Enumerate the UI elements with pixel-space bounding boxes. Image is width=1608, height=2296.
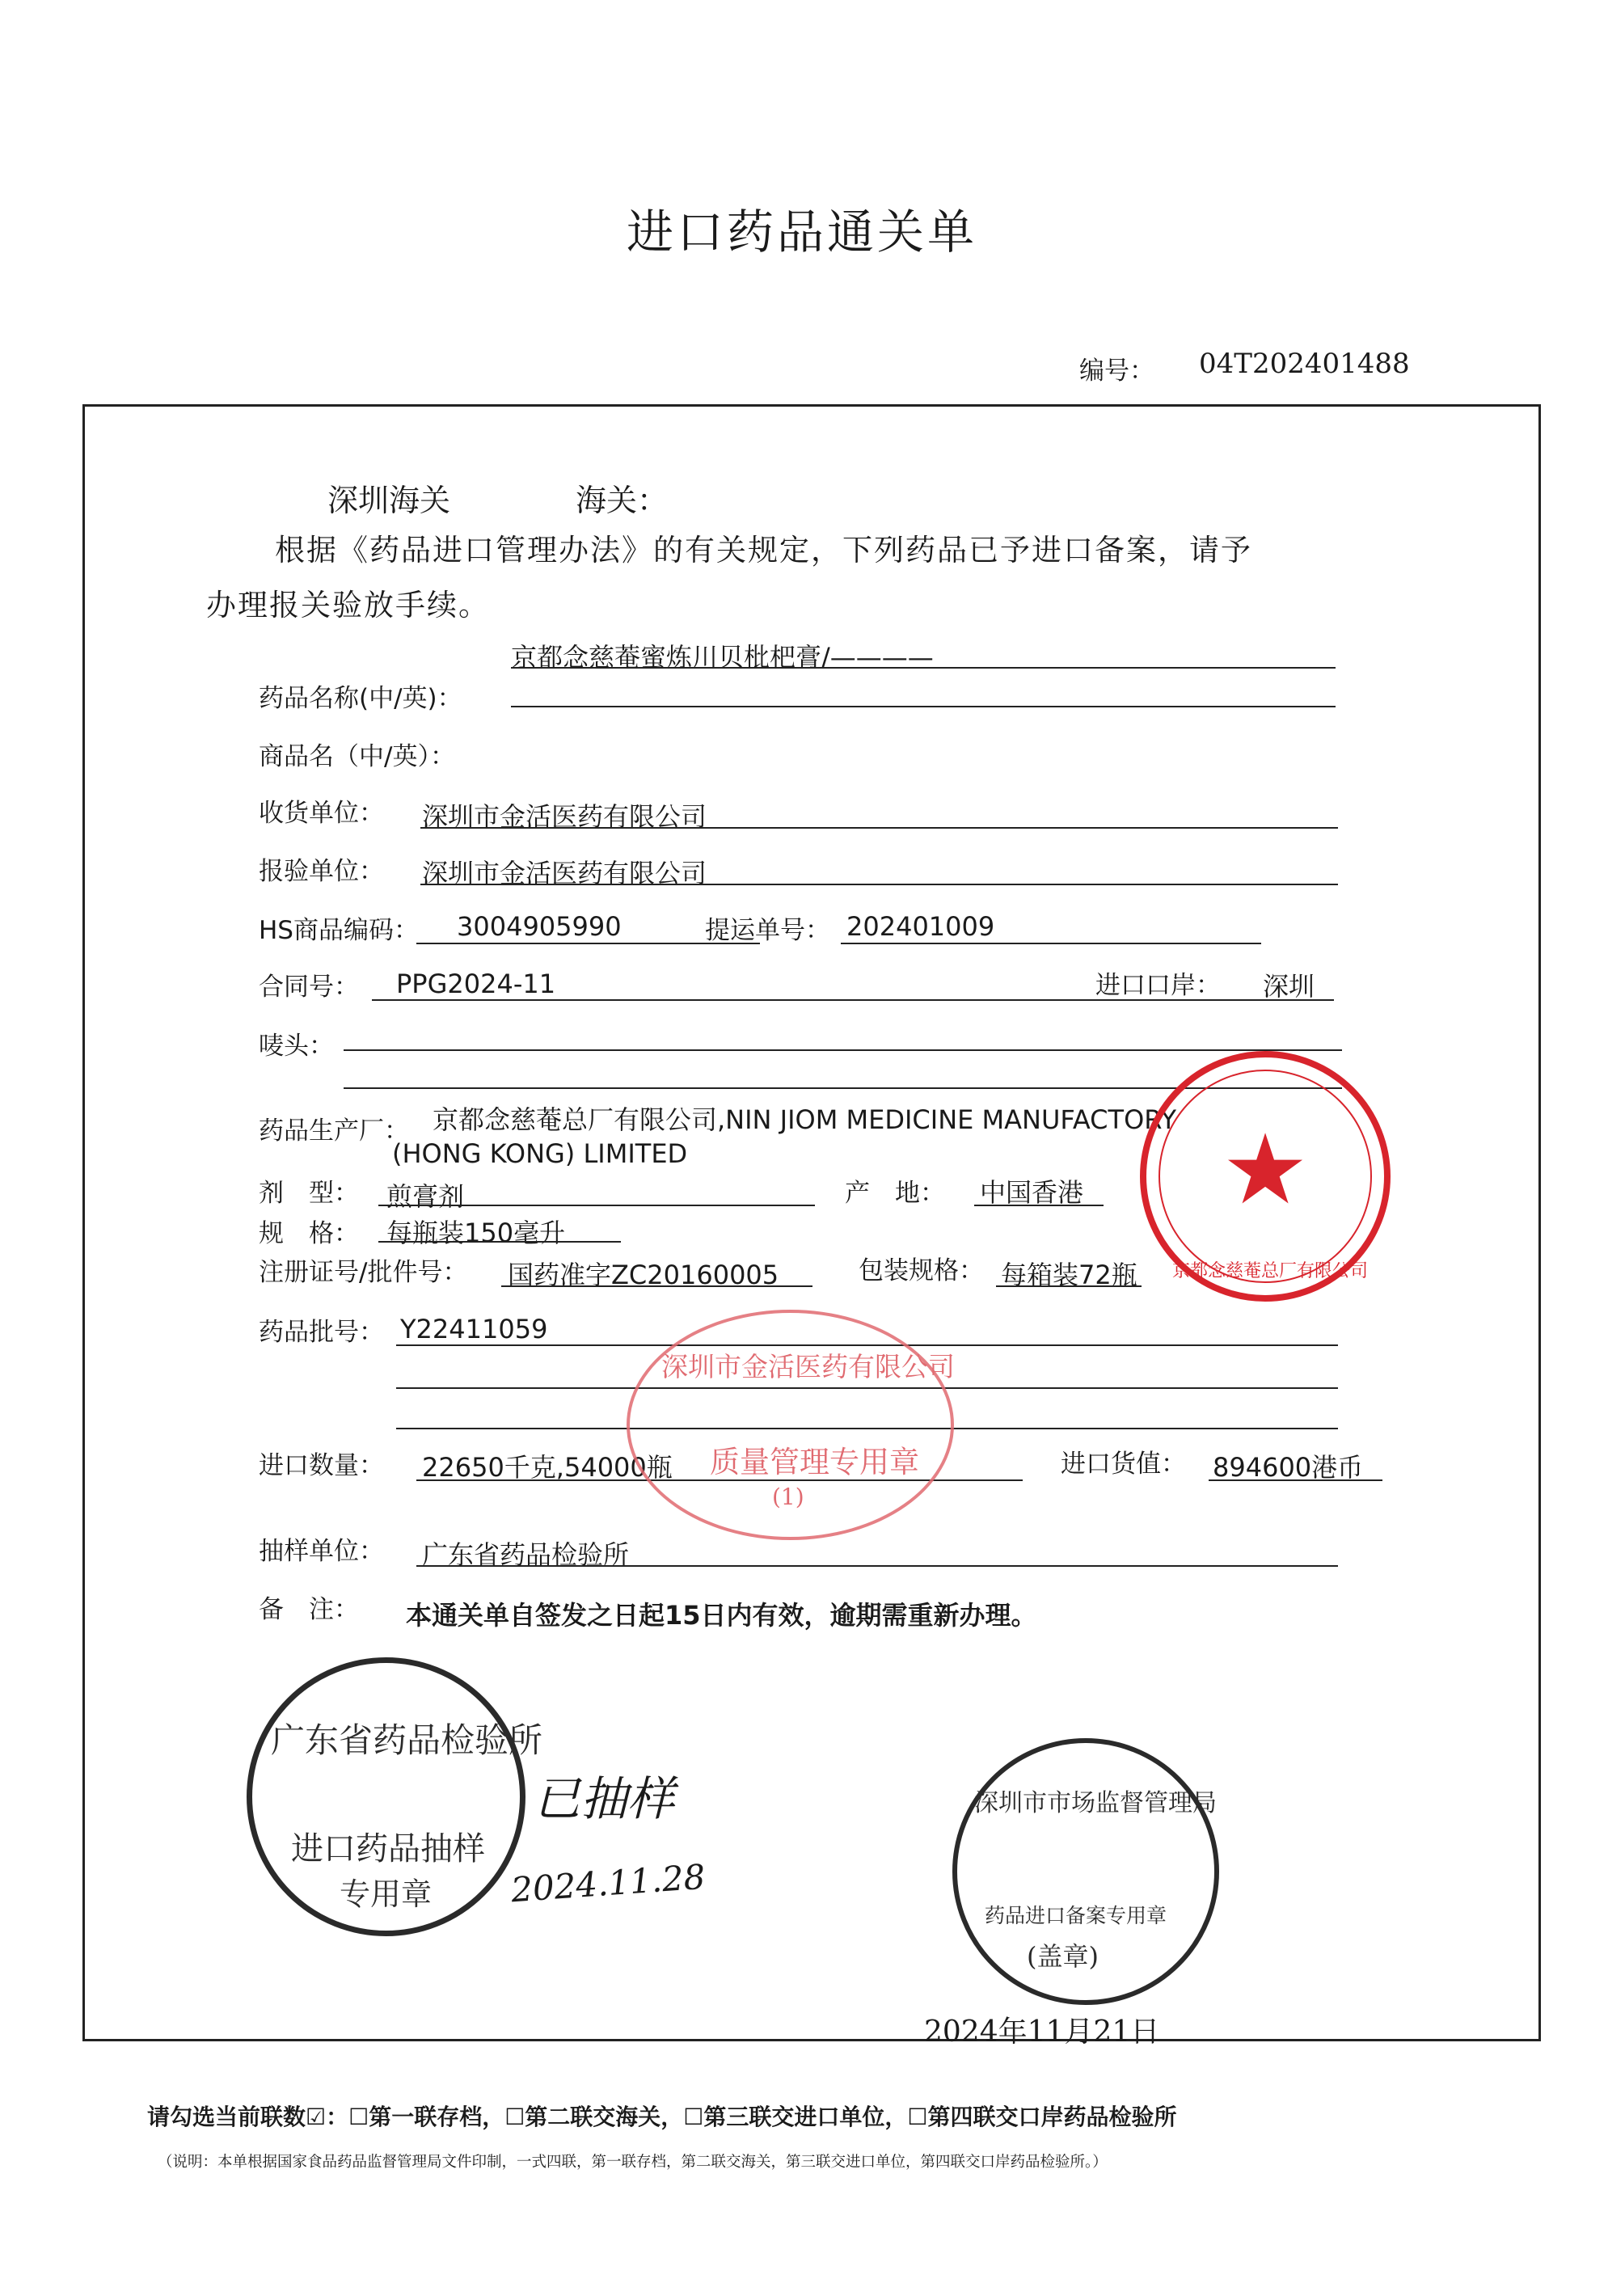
qty-label: 进口数量：	[259, 1451, 384, 1480]
spec-value: 每瓶装150毫升	[386, 1218, 566, 1248]
sampling-value: 广东省药品检验所	[422, 1539, 630, 1570]
reg-value: 国药准字ZC20160005	[508, 1260, 779, 1290]
goods-value-underline	[1209, 1479, 1382, 1481]
bill-label: 提运单号：	[705, 916, 830, 945]
bill-value: 202401009	[846, 911, 995, 942]
manufacturer-value-1: 京都念慈菴总厂有限公司,NIN JIOM MEDICINE MANUFACTORY	[433, 1104, 1176, 1135]
contract-label: 合同号：	[259, 973, 359, 1002]
dosage-value: 煎膏剂	[386, 1181, 465, 1212]
drug-name-underline-2	[511, 706, 1336, 707]
red-quality-stamp-middle: 质量管理专用章	[710, 1445, 919, 1479]
manufacturer-value-2: (HONG KONG) LIMITED	[392, 1138, 688, 1169]
sampling-stamp-top: 广东省药品检验所	[271, 1720, 543, 1760]
mark-label: 唛头：	[259, 1032, 334, 1061]
bill-underline	[841, 943, 1261, 944]
drug-name-value: 京都念慈菴蜜炼川贝枇杷膏/————	[511, 642, 934, 673]
sampling-stamp-mid: 进口药品抽样	[291, 1830, 485, 1868]
reg-underline	[501, 1285, 812, 1287]
consignee-label: 收货单位：	[259, 799, 384, 828]
sampling-stamp-bottom: 专用章	[340, 1876, 433, 1912]
reg-label: 注册证号/批件号：	[259, 1258, 468, 1287]
spec-label: 规 格：	[259, 1219, 359, 1248]
drug-name-underline	[511, 667, 1336, 669]
mark-underline	[344, 1049, 1342, 1051]
inspection-unit-value: 深圳市金活医药有限公司	[422, 858, 707, 888]
red-company-stamp-text: 京都念慈菴总厂有限公司	[1172, 1261, 1369, 1281]
sampling-underline	[416, 1565, 1338, 1567]
signature-text: 已抽样	[534, 1771, 675, 1826]
port-label: 进口口岸：	[1095, 971, 1221, 1000]
red-quality-stamp-bottom: (1)	[772, 1484, 804, 1510]
manufacturer-label: 药品生产厂：	[259, 1116, 409, 1146]
red-quality-stamp-top: 深圳市金活医药有限公司	[661, 1351, 955, 1382]
market-supervision-stamp-bottom: (盖章)	[1027, 1941, 1099, 1972]
hs-label: HS商品编码：	[259, 916, 419, 945]
consignee-value: 深圳市金活医药有限公司	[422, 801, 707, 832]
port-value: 深圳	[1263, 971, 1315, 1002]
footer-line-2: （说明：本单根据国家食品药品监督管理局文件印制，一式四联，第一联存档，第二联交海关，第三联交进口单位，第四联交口岸药品检验所。）	[158, 2154, 1108, 2171]
origin-underline	[974, 1205, 1104, 1206]
footer-line-1: 请勾选当前联数☑：☐第一联存档，☐第二联交海关，☐第三联交进口单位，☐第四联交口岸药品检验所	[147, 2104, 1177, 2130]
drug-name-label: 药品名称(中/英)：	[259, 684, 462, 713]
spec-underline	[378, 1241, 621, 1243]
number-value: 04T202401488	[1199, 348, 1410, 380]
customs-right: 海关：	[576, 483, 669, 518]
market-supervision-stamp-mid: 药品进口备案专用章	[985, 1904, 1167, 1927]
trade-name-label: 商品名（中/英）：	[259, 742, 455, 771]
intro-line-2: 办理报关验放手续。	[206, 588, 490, 623]
dosage-label: 剂 型：	[259, 1179, 359, 1208]
inspection-unit-label: 报验单位：	[259, 857, 384, 886]
origin-value: 中国香港	[980, 1177, 1084, 1208]
dosage-underline	[378, 1205, 815, 1206]
star-icon: ★	[1222, 1114, 1309, 1226]
intro-line-1: 根据《药品进口管理办法》的有关规定，下列药品已予进口备案，请予	[275, 533, 1252, 568]
signature-date: 2024.11.28	[509, 1856, 707, 1910]
goods-value-value: 894600港币	[1213, 1452, 1364, 1483]
batch-value: Y22411059	[400, 1314, 548, 1344]
document-title: 进口药品通关单	[627, 205, 978, 260]
hs-value: 3004905990	[457, 911, 622, 942]
goods-value-label: 进口货值：	[1061, 1450, 1186, 1479]
pack-value: 每箱装72瓶	[1001, 1260, 1137, 1290]
number-label: 编号：	[1079, 357, 1154, 386]
remark-value: 本通关单自签发之日起15日内有效，逾期需重新办理。	[406, 1600, 1037, 1631]
remark-label: 备 注：	[259, 1595, 359, 1624]
contract-value: PPG2024-11	[396, 969, 556, 999]
issue-date: 2024年11月21日	[924, 2015, 1160, 2049]
pack-underline	[996, 1285, 1142, 1287]
customs-left: 深圳海关	[327, 483, 451, 518]
batch-label: 药品批号：	[259, 1318, 384, 1347]
qty-value: 22650千克,54000瓶	[422, 1452, 673, 1483]
sampling-label: 抽样单位：	[259, 1537, 384, 1566]
inspection-unit-underline	[420, 884, 1338, 885]
pack-label: 包装规格：	[859, 1256, 984, 1285]
origin-label: 产 地：	[845, 1179, 945, 1208]
consignee-underline	[420, 827, 1338, 829]
market-supervision-stamp-top: 深圳市市场监督管理局	[974, 1789, 1217, 1817]
